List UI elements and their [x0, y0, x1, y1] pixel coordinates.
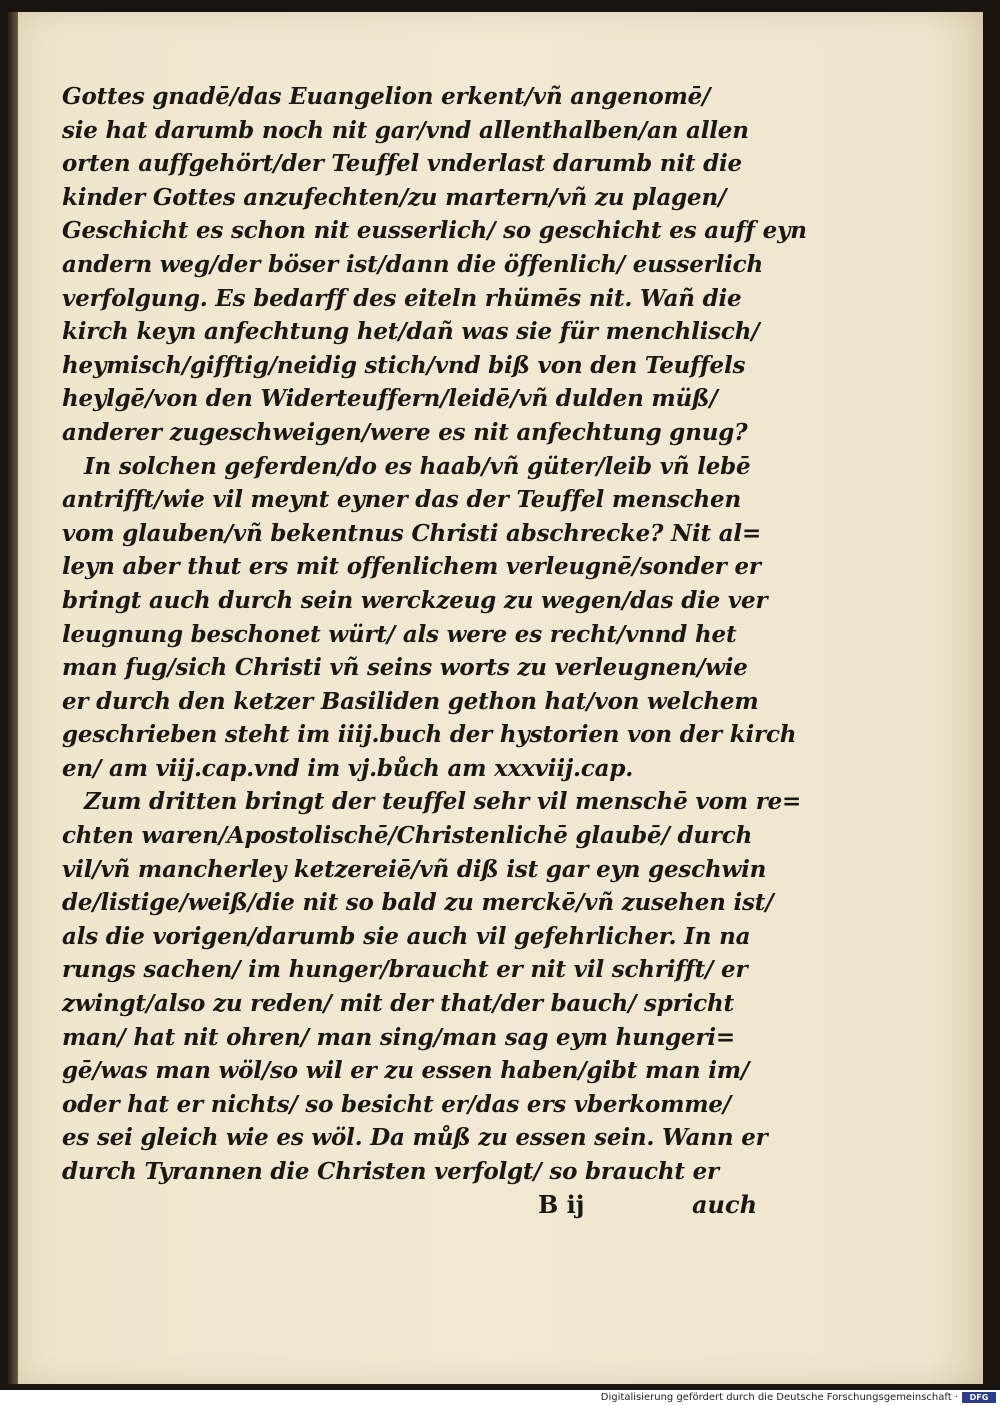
text-line: anderer zugeschweigen/were es nit anfechtung gnug?	[62, 418, 748, 446]
text-line: chten waren/Apostolischē/Christenlichē glaubē/ durch	[62, 822, 753, 850]
body-text	[62, 80, 807, 1189]
text-line: man fug/sich Christi vñ seins worts zu verleugnen/wie	[62, 654, 748, 682]
text-line: heymisch/gifftig/neidig stich/vnd biß von den Teuffels	[62, 351, 746, 379]
text-line: heylgē/von den Widerteuffern/leidē/vñ dulden müß/	[62, 385, 718, 413]
text-line: en/ am viij.cap.vnd im vj.bůch am xxxviij.cap.	[62, 754, 634, 782]
text-line: sie hat darumb noch nit gar/vnd allenthalben/an allen	[62, 116, 749, 144]
text-line: gē/was man wöl/so wil er zu essen haben/gibt man im/	[62, 1057, 750, 1085]
text-line: antrifft/wie vil meynt eyner das der Teuffel menschen	[62, 486, 742, 514]
text-line: er durch den ketzer Basiliden gethon hat/von welchem	[62, 687, 759, 715]
text-line: leugnung beschonet würt/ als were es recht/vnnd het	[62, 620, 737, 648]
text-line: als die vorigen/darumb sie auch vil gefehrlicher. In na	[62, 922, 751, 950]
text-line: leyn aber thut ers mit offenlichem verleugnē/sonder er	[62, 553, 761, 581]
text-line: durch Tyrannen die Christen verfolgt/ so braucht er	[62, 1158, 719, 1185]
text-line: rungs sachen/ im hunger/braucht er nit vil schrifft/ er	[62, 956, 748, 984]
text-line: Geschicht es schon nit eusserlich/ so geschicht es auff eyn	[62, 217, 807, 245]
text-line: vil/vñ mancherley ketzereiē/vñ diß ist gar eyn geschwin	[62, 855, 767, 883]
page-footer	[62, 1190, 782, 1230]
catchword: auch	[692, 1190, 758, 1219]
text-line: Gottes gnadē/das Euangelion erkent/vñ angenomē/	[62, 83, 711, 110]
credit-bar	[0, 1390, 1000, 1405]
text-line: andern weg/der böser ist/dann die öffenlich/ eusserlich	[62, 250, 763, 278]
text-line: oder hat er nichts/ so besicht er/das ers vberkomme/	[62, 1090, 731, 1118]
dfg-logo: DFG	[962, 1392, 996, 1403]
page-binding-edge	[8, 12, 18, 1384]
text-line: orten auffgehört/der Teuffel vnderlast darumb nit die	[62, 150, 742, 178]
text-line: bringt auch durch sein werckzeug zu wegen/das die ver	[62, 586, 768, 614]
signature-mark: B ij	[538, 1190, 585, 1219]
text-line: man/ hat nit ohren/ man sing/man sag eym hungeri=	[62, 1023, 735, 1051]
text-line: geschrieben steht im iiij.buch der hystorien von der kirch	[62, 721, 797, 749]
text-line: vom glauben/vñ bekentnus Christi abschrecke? Nit al=	[62, 519, 762, 547]
text-line: es sei gleich wie es wöl. Da můß zu essen sein. Wann er	[62, 1124, 768, 1152]
text-line: verfolgung. Es bedarff des eiteln rhümēs nit. Wañ die	[62, 284, 742, 312]
funding-credit: Digitalisierung gefördert durch die Deutsche Forschungsgemeinschaft ·	[600, 1392, 958, 1403]
text-line: Zum dritten bringt der teuffel sehr vil menschē vom re=	[84, 788, 802, 816]
text-line: In solchen geferden/do es haab/vñ güter/leib vñ lebē	[84, 452, 751, 480]
text-line: kirch keyn anfechtung het/dañ was sie für menchlisch/	[62, 318, 760, 346]
text-line: de/listige/weiß/die nit so bald zu merckē/vñ zusehen ist/	[62, 889, 774, 917]
text-line: zwingt/also zu reden/ mit der that/der bauch/ spricht	[62, 990, 734, 1018]
text-line: kinder Gottes anzufechten/zu martern/vñ zu plagen/	[62, 183, 727, 211]
